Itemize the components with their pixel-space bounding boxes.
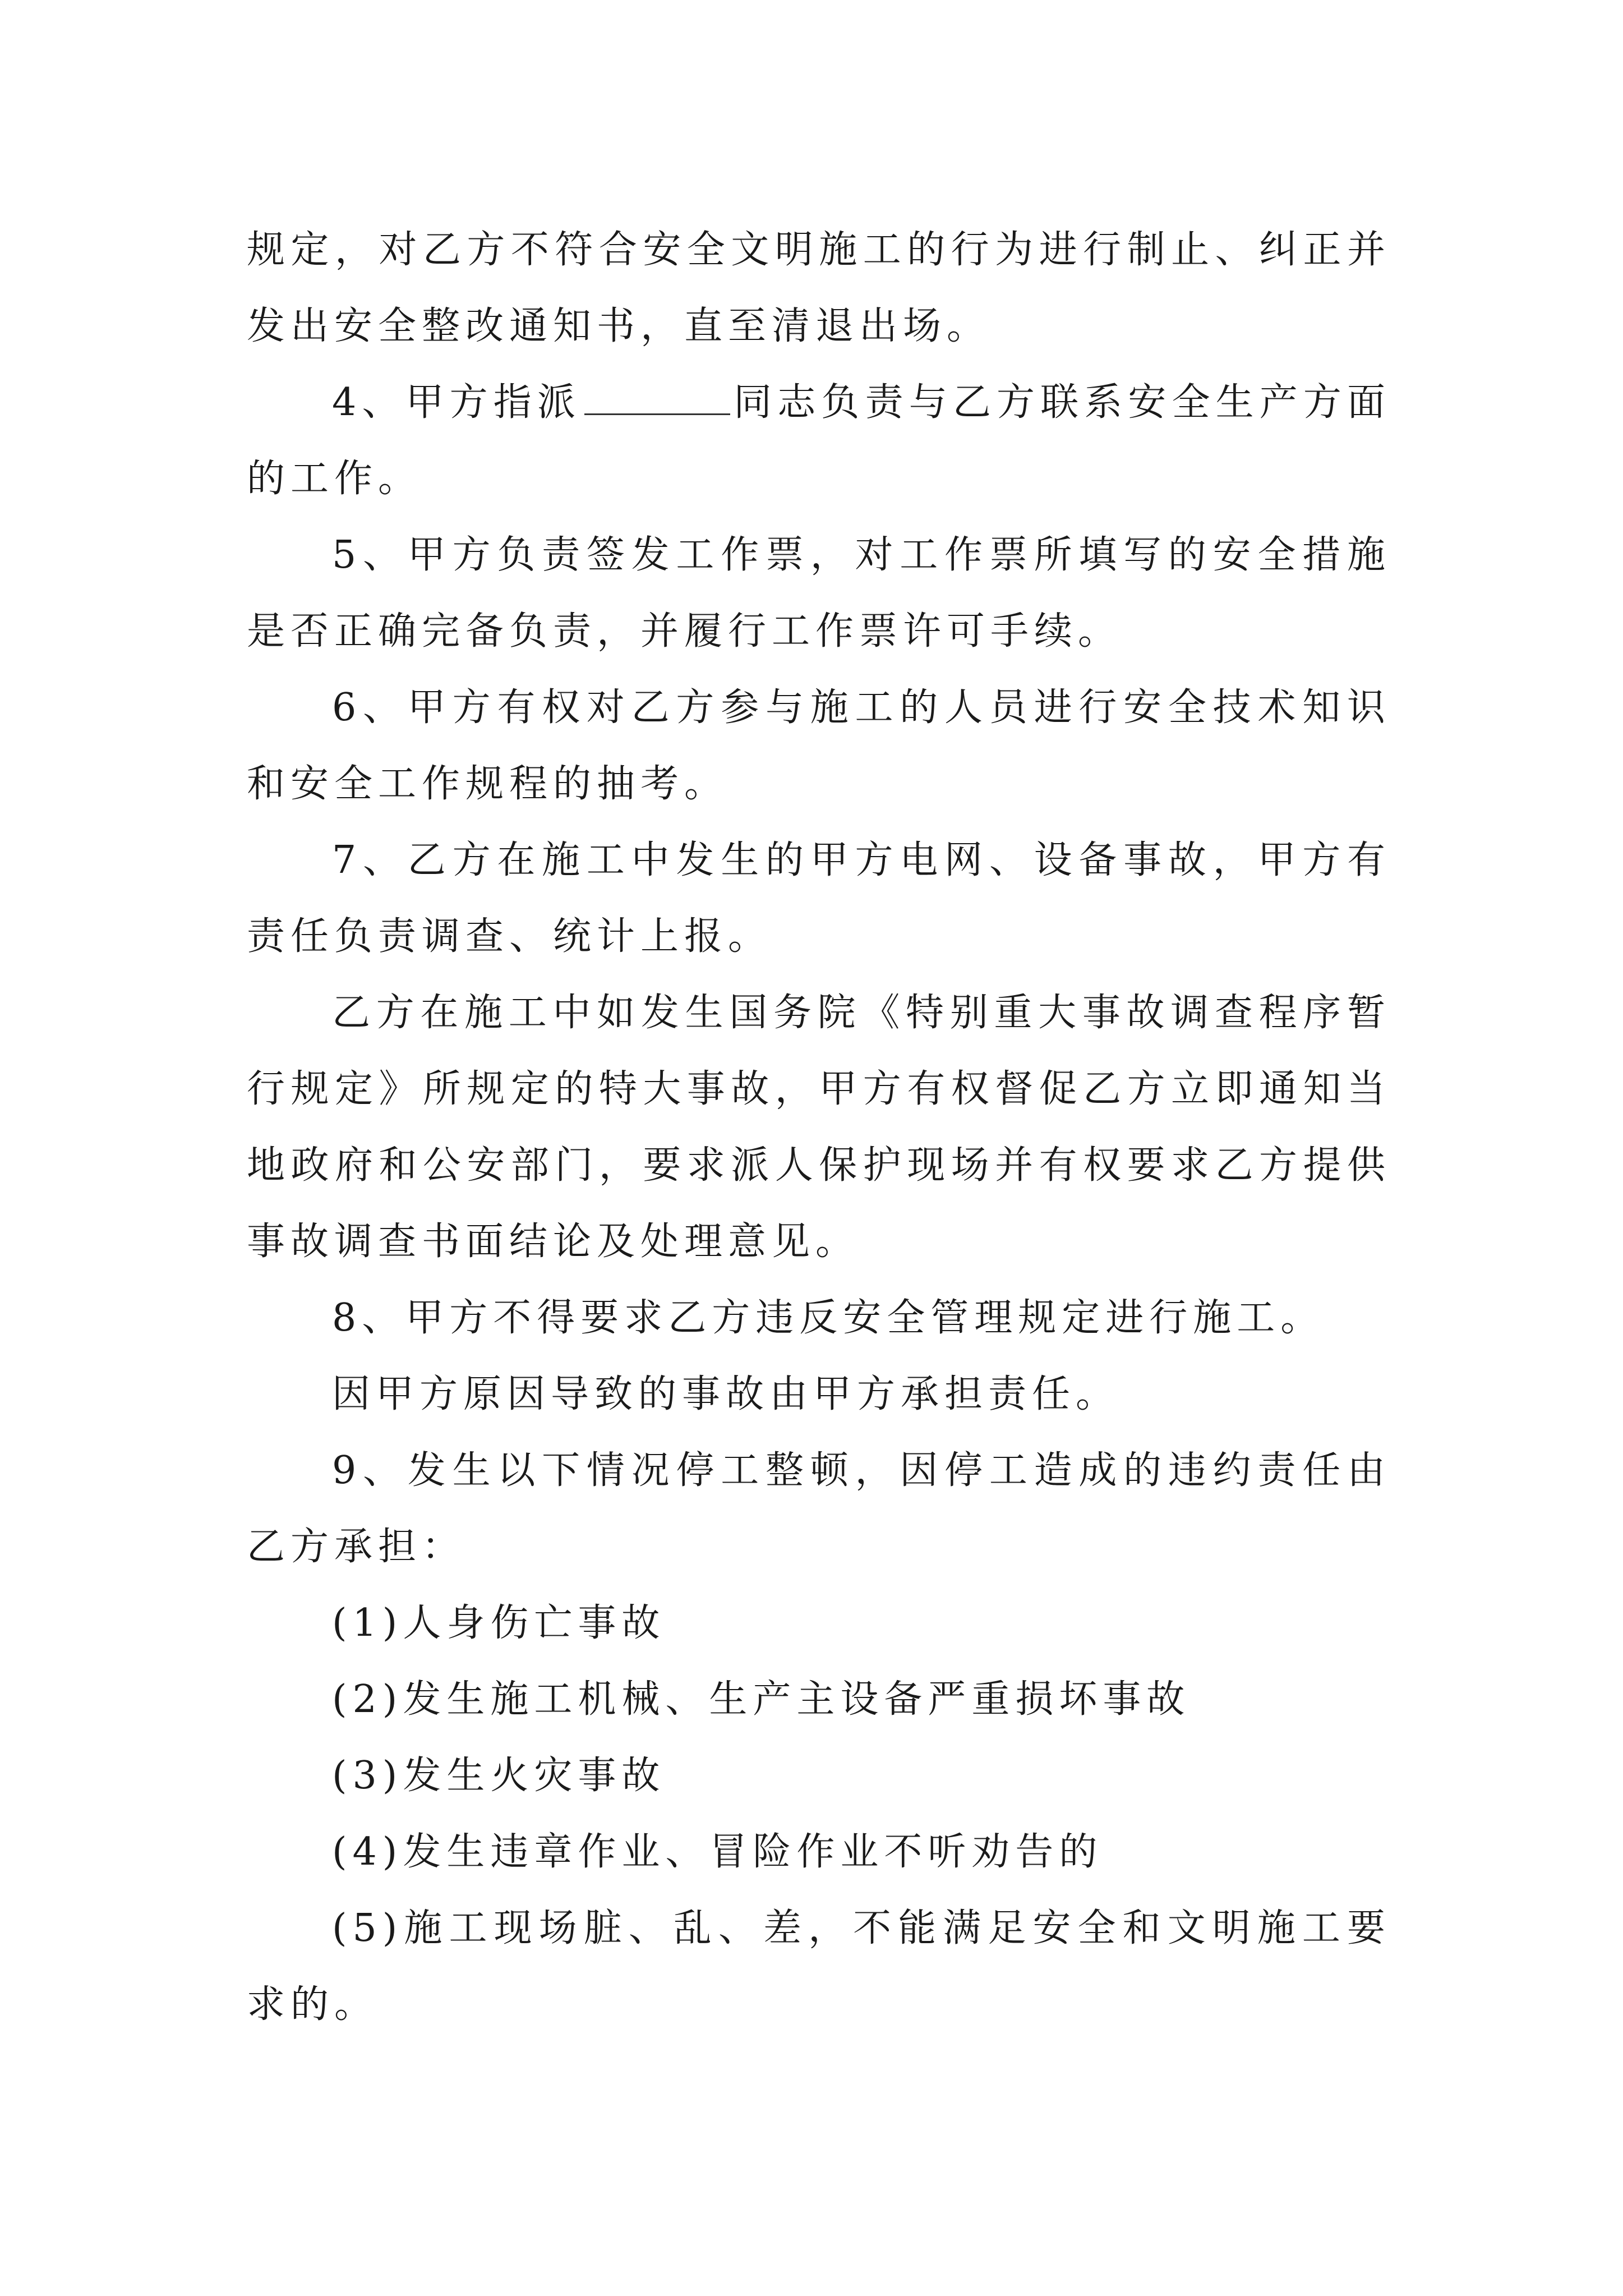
paragraph-item-4-end: 同志负责与乙方联系安全生产方面的工作。	[247, 380, 1391, 501]
paragraph-item-5: 5、甲方负责签发工作票，对工作票所填写的安全措施是否正确完备负责，并履行工作票许可手续。	[247, 533, 1391, 654]
paragraph-item-9: 9、发生以下情况停工整顿，因停工造成的违约责任由乙方承担：	[247, 1448, 1391, 1569]
paragraph-item-6: 6、甲方有权对乙方参与施工的人员进行安全技术知识和安全工作规程的抽考。	[247, 685, 1391, 806]
paragraph-major-accident: 乙方在施工中如发生国务院《特别重大事故调查程序暂行规定》所规定的特大事故，甲方有权督促乙方立即通知当地政府和公安部门，要求派人保护现场并有权要求乙方提供事故调查书面结论及处理意见。	[247, 991, 1391, 1264]
list-item-1: (1)人身伤亡事故	[332, 1601, 666, 1645]
paragraph-responsibility: 因甲方原因导致的事故由甲方承担责任。	[332, 1372, 1120, 1416]
paragraph-item-4-start: 4、甲方指派	[332, 380, 582, 425]
document-body	[247, 212, 1391, 2043]
list-item-3: (3)发生火灾事故	[332, 1754, 666, 1798]
list-item-2: (2)发生施工机械、生产主设备严重损坏事故	[332, 1677, 1191, 1722]
paragraph-item-7: 7、乙方在施工中发生的甲方电网、设备事故，甲方有责任负责调查、统计上报。	[247, 838, 1391, 959]
fill-in-blank-line	[584, 408, 730, 415]
paragraph-continuation: 规定，对乙方不符合安全文明施工的行为进行制止、纠正并发出安全整改通知书，直至清退出场。	[247, 228, 1391, 348]
paragraph-item-4	[247, 365, 1391, 517]
list-item-4: (4)发生违章作业、冒险作业不听劝告的	[332, 1830, 1103, 1874]
paragraph-item-8: 8、甲方不得要求乙方违反安全管理规定进行施工。	[332, 1296, 1325, 1340]
list-item-5: (5)施工现场脏、乱、差，不能满足安全和文明施工要求的。	[247, 1906, 1391, 2027]
